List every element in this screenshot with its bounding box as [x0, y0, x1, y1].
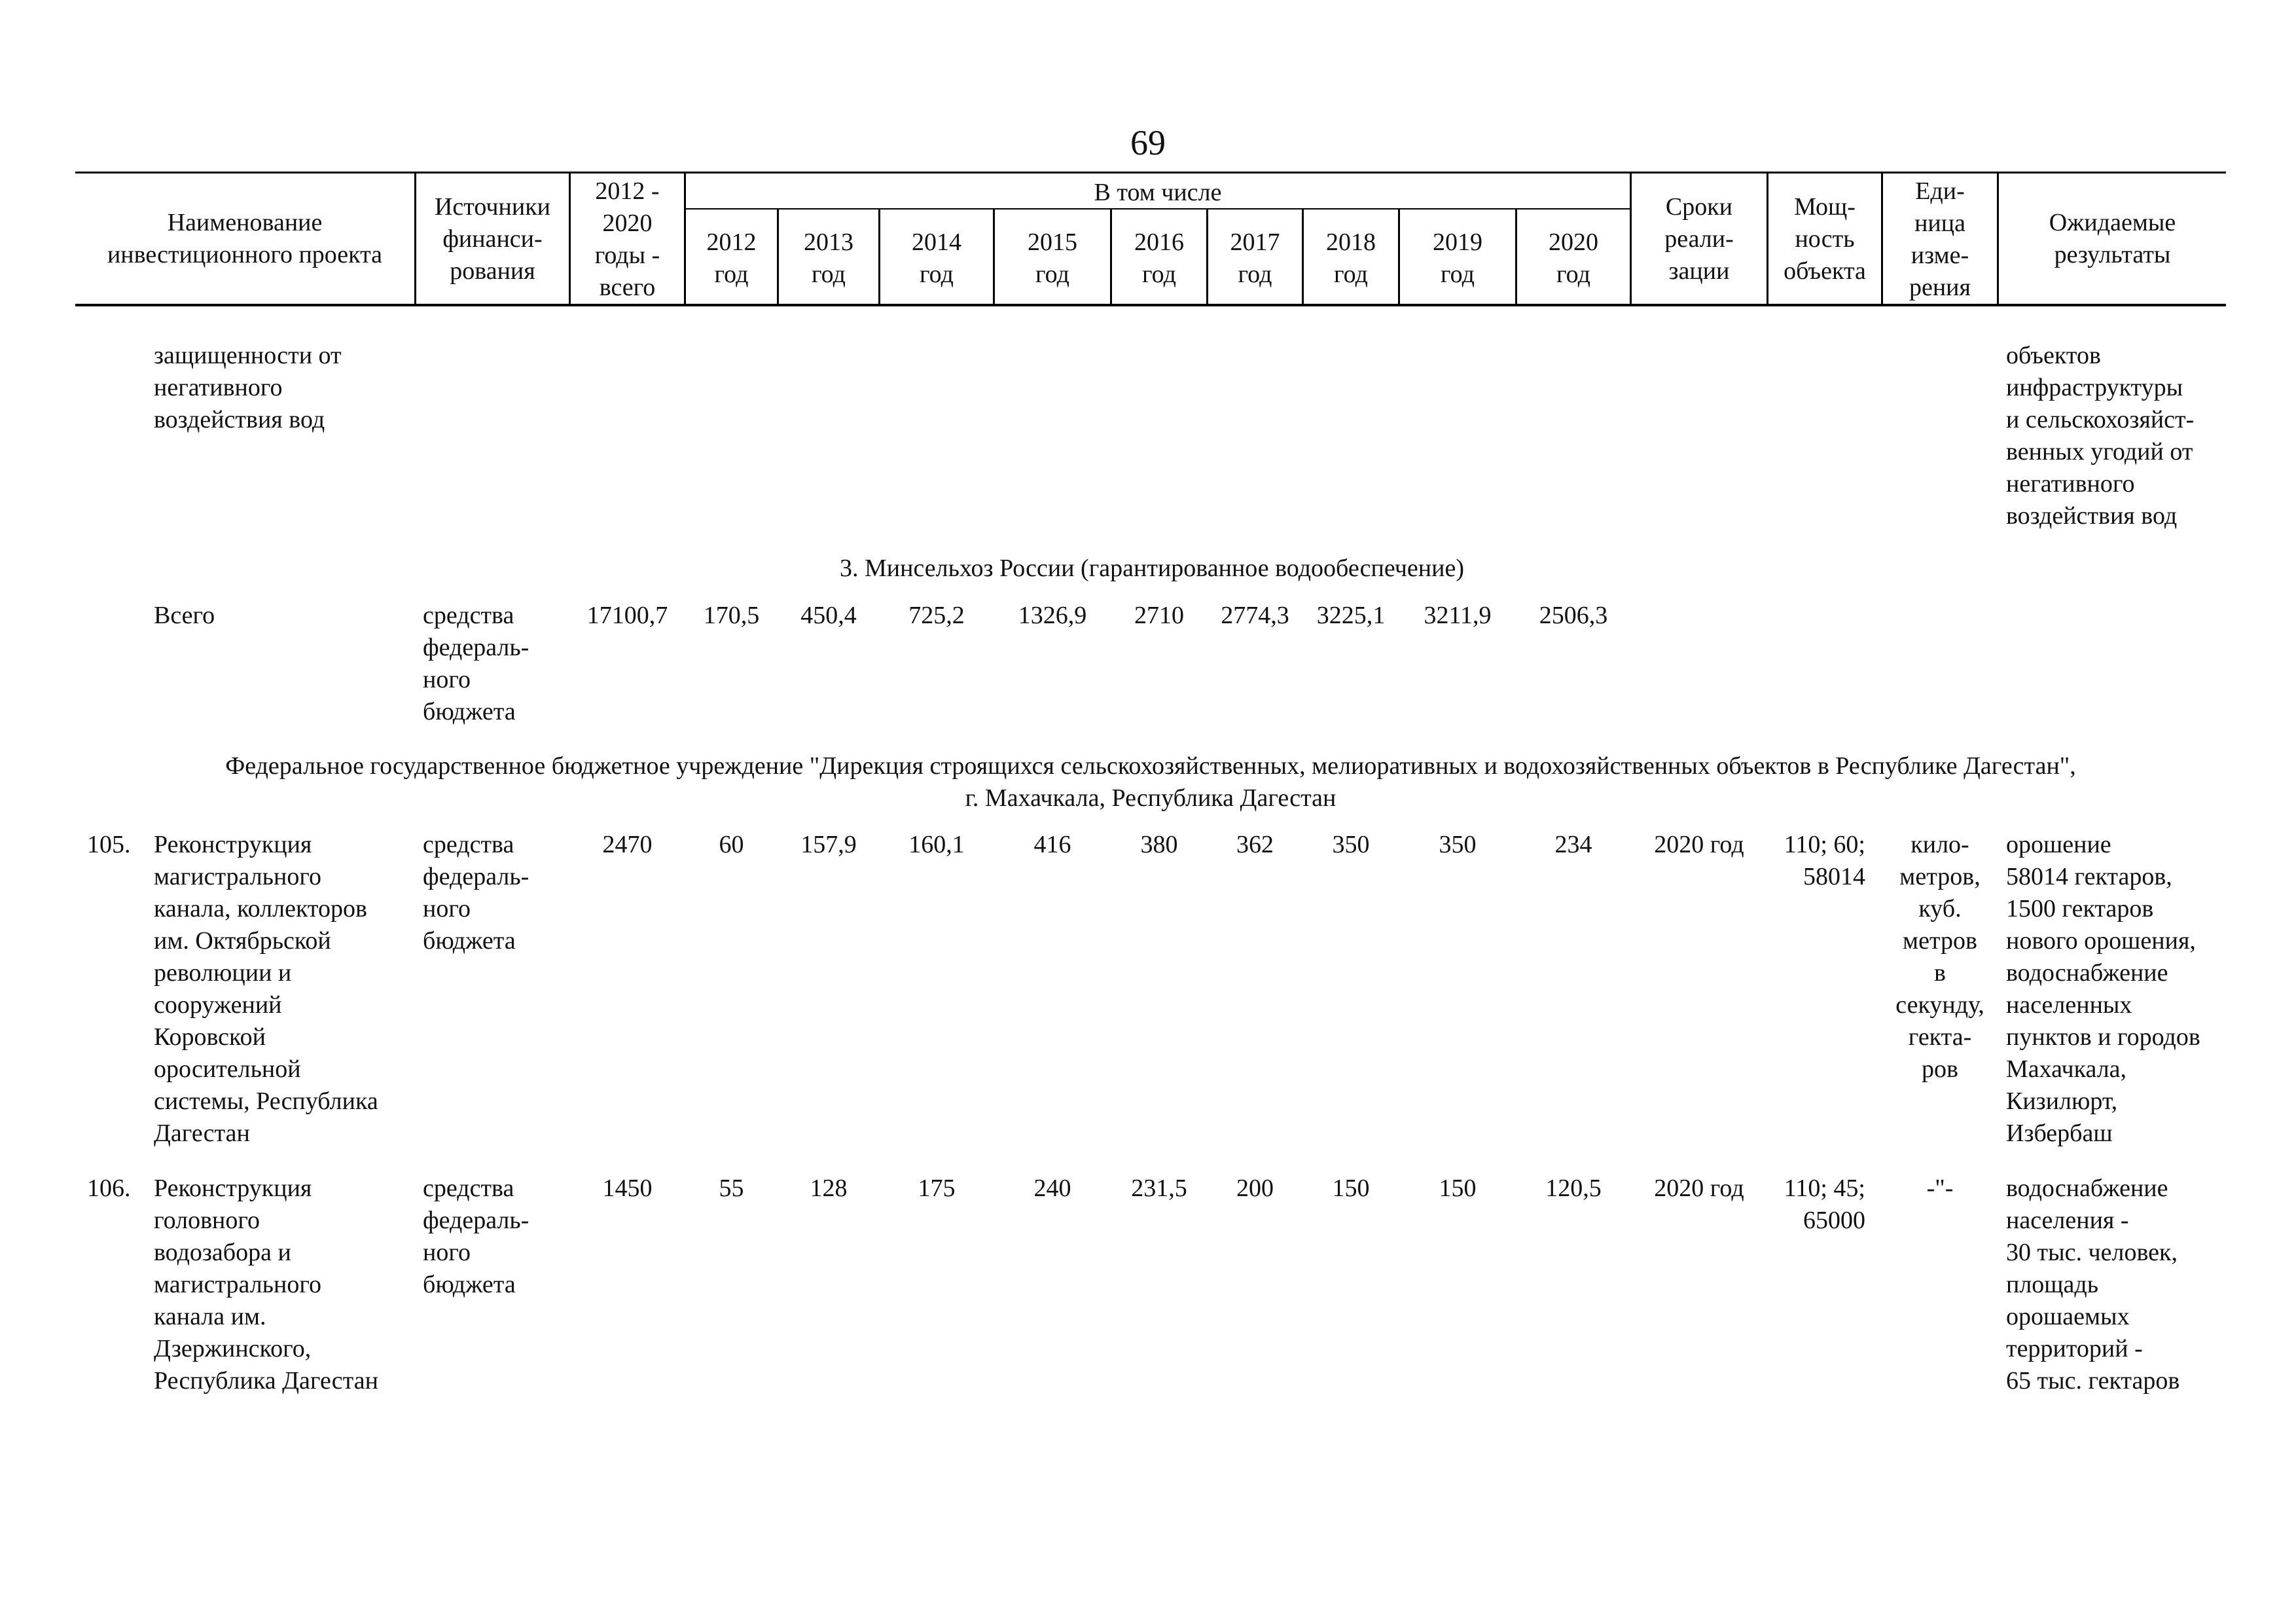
year-2018-value: 350 [1332, 831, 1370, 858]
header-year-2018: 2018 год [1326, 228, 1376, 288]
header-project-name: Наименование инвестиционного проекта [107, 209, 383, 268]
year-2017-value: 362 [1236, 831, 1274, 858]
expected-results: орошение 58014 гектаров, 1500 гектаров нового орошения, водоснабжение населенных пунктов и городов Махачкала, Кизилюрт, Избербаш [2006, 831, 2200, 1147]
header-expected-results: Ожидаемые результаты [2049, 209, 2176, 268]
object-capacity: 110; 45; 65000 [1784, 1175, 1865, 1234]
header-year-2019: 2019 год [1433, 228, 1482, 288]
page-number: 69 [1130, 123, 1166, 162]
total-sum: 17100,7 [586, 602, 668, 629]
year-2014-value: 160,1 [908, 831, 965, 858]
total-year-2019: 3211,9 [1424, 602, 1492, 629]
total-year-2020: 2506,3 [1539, 602, 1608, 629]
header-year-2016: 2016 год [1134, 228, 1184, 288]
year-2016-value: 231,5 [1131, 1175, 1187, 1202]
implementation-term: 2020 год [1654, 1175, 1744, 1202]
continuation-project-name: защищенности от негативного воздействия вод [154, 342, 342, 433]
implementation-term: 2020 год [1654, 831, 1744, 858]
header-year-2012: 2012 год [706, 228, 757, 288]
total-year-2017: 2774,3 [1221, 602, 1289, 629]
total-year-2018: 3225,1 [1316, 602, 1386, 629]
total-label: Всего [154, 602, 215, 629]
year-2020-value: 234 [1554, 831, 1592, 858]
header-year-2015: 2015 год [1028, 228, 1077, 288]
year-2019-value: 350 [1439, 831, 1477, 858]
measurement-unit: кило- метров, куб. метров в секунду, гекта- ров [1895, 831, 1984, 1083]
year-2015-value: 240 [1033, 1175, 1071, 1202]
total-year-2013: 450,4 [800, 602, 857, 629]
total-year-2016: 2710 [1134, 602, 1184, 629]
year-2016-value: 380 [1140, 831, 1178, 858]
row-number: 105. [87, 831, 131, 858]
header-year-2013: 2013 год [804, 228, 853, 288]
total-year-2015: 1326,9 [1018, 602, 1087, 629]
header-capacity: Мощ- ность объекта [1784, 193, 1866, 285]
year-2012-value: 55 [719, 1175, 744, 1202]
total-funding-source: средства федераль- ного бюджета [423, 602, 529, 725]
total-year-2012: 170,5 [703, 602, 760, 629]
year-2018-value: 150 [1332, 1175, 1370, 1202]
measurement-unit: -"- [1926, 1175, 1954, 1202]
continuation-results: объектов инфраструктуры и сельскохозяйст- венных угодий от негативного воздействия вод [2006, 342, 2195, 530]
section-title: 3. Минсельхоз России (гарантированное водообеспечение) [840, 555, 1464, 582]
expected-results: водоснабжение населения - 30 тыс. человек, площадь орошаемых территорий - 65 тыс. гектаров [2006, 1175, 2180, 1395]
year-2020-value: 120,5 [1545, 1175, 1602, 1202]
total-year-2014: 725,2 [908, 602, 965, 629]
project-name: Реконструкция магистрального канала, коллекторов им. Октябрьской революции и сооружений Коровской оросительной системы, Республика Дагестан [154, 831, 378, 1147]
header-bottom-rule [75, 304, 2226, 306]
year-2013-value: 128 [810, 1175, 848, 1202]
header-year-2020: 2020 год [1549, 228, 1598, 288]
organization-title-line-1: Федеральное государственное бюджетное учреждение "Дирекция строящихся сельскохозяйственных, мелиоративных и водохозяйственных объектов в Республике Дагестан", [225, 752, 2076, 780]
year-2019-value: 150 [1439, 1175, 1477, 1202]
year-2014-value: 175 [918, 1175, 956, 1202]
object-capacity: 110; 60; 58014 [1784, 831, 1865, 890]
header-unit: Еди- ница изме- рения [1909, 177, 1971, 301]
header-funding-source: Источники финанси- рования [434, 193, 550, 285]
total-amount: 1450 [602, 1175, 653, 1202]
project-name: Реконструкция головного водозабора и магистрального канала им. Дзержинского, Республика Дагестан [154, 1175, 378, 1395]
header-year-2014: 2014 год [912, 228, 961, 288]
year-2015-value: 416 [1033, 831, 1071, 858]
year-2017-value: 200 [1236, 1175, 1274, 1202]
total-amount: 2470 [602, 831, 653, 858]
organization-title-line-2: г. Махачкала, Республика Дагестан [965, 784, 1336, 812]
header-total: 2012 - 2020 годы - всего [594, 177, 660, 301]
header-including: В том числе [1094, 179, 1222, 206]
header-year-2017: 2017 год [1230, 228, 1280, 288]
year-2012-value: 60 [719, 831, 744, 858]
year-2013-value: 157,9 [800, 831, 857, 858]
funding-source: средства федераль- ного бюджета [423, 831, 529, 955]
row-number: 106. [87, 1175, 131, 1202]
funding-source: средства федераль- ного бюджета [423, 1175, 529, 1298]
header-term: Сроки реали- зации [1664, 193, 1734, 285]
header-top-rule [75, 172, 2226, 173]
